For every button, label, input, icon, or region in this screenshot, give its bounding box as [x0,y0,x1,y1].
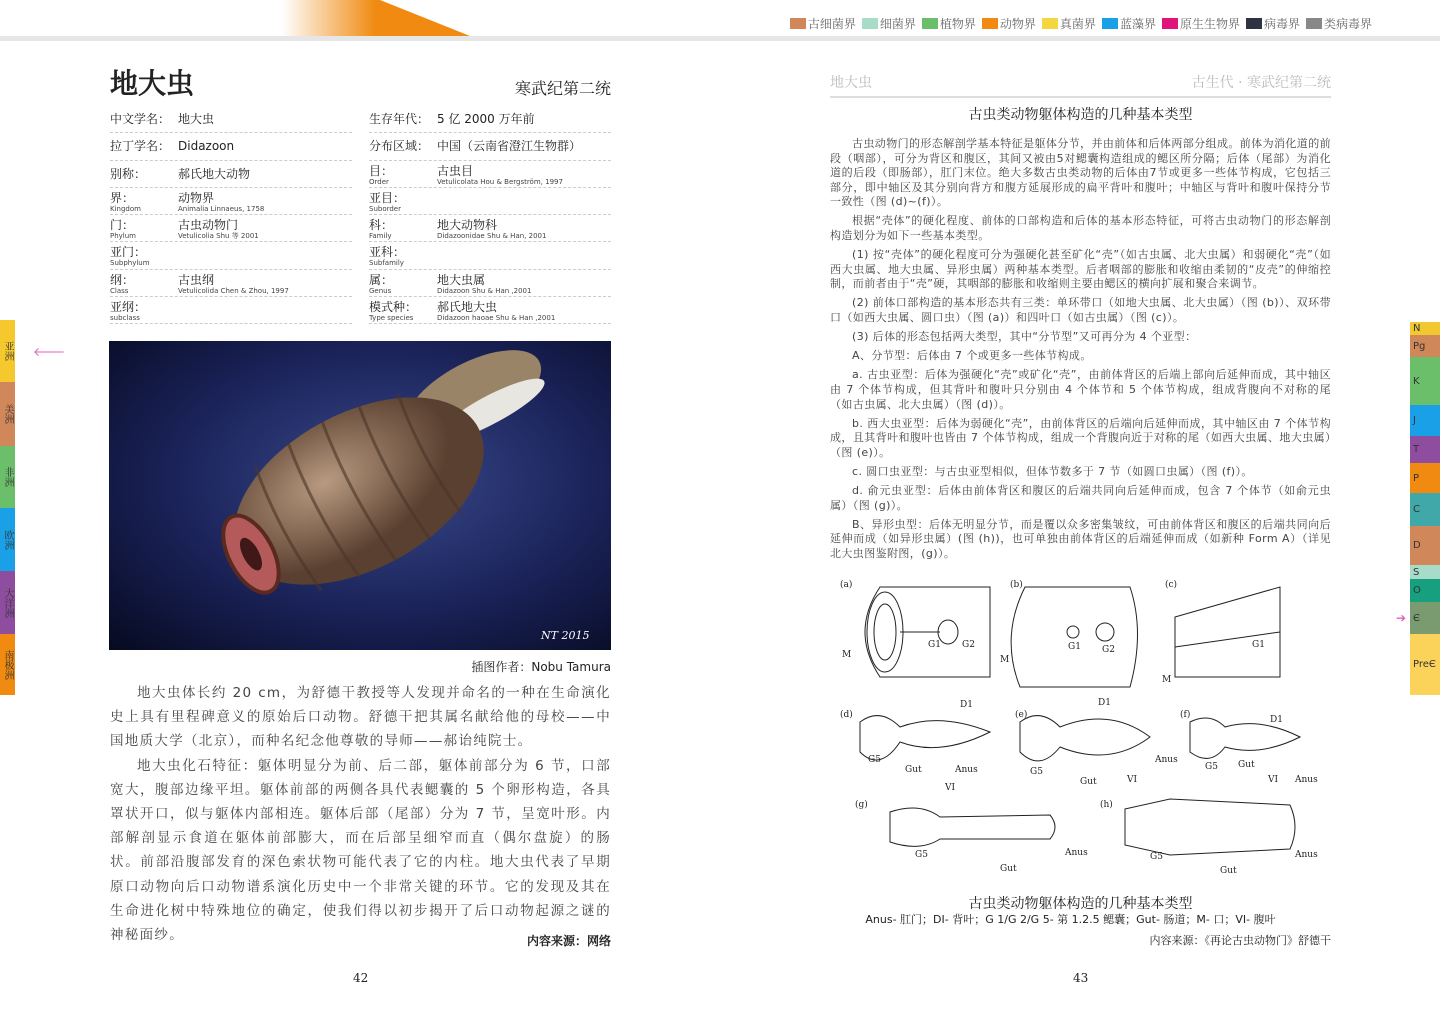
value-cn: 古虫纲 [178,272,215,287]
label-en: Suborder [369,204,401,213]
figure-label: Gut [1238,760,1255,770]
label-en: Order [369,177,389,186]
figure-label: Anus [1065,848,1088,858]
taxonomy-row [110,297,352,324]
taxonomy-table [110,106,611,324]
paragraph: a. 古虫亚型：后体为强硬化“壳”或矿化“壳”，由前体背区的后端上部向后延伸而成，其中轴区由 7 个体节构成，但其背叶和腹叶只分别由 4 个体节和 5 个体节构成，组成背腹向不对称的尾（如古虫属、北大虫属）（图 (d)）。 [830,368,1331,411]
paragraph: (3) 后体的形态包括两大类型，其中“分节型”又可再分为 4 个亚型： [852,330,1197,344]
figure-label: Gut [905,765,922,775]
label-cn: 科： [369,218,394,233]
label-cn: 属： [369,272,394,287]
left-body-text [110,681,611,947]
figure-label: (b) [1010,580,1023,590]
label-cn: 亚门： [110,245,147,260]
field-value [178,137,234,153]
label-en: subclass [110,314,140,323]
period-tab[interactable]: K [1410,357,1440,405]
paragraph: B、异形虫型：后体无明显分节，而是覆以众多密集皱纹，可由前体背区和腹区的后端共同向后延伸而成（如异形虫属）(图 (h))，也可单独由前体背区的后端延伸而成（如新种 Form A）（详见北大虫图鉴附图，(g)）。 [830,517,1331,560]
legend-label: 病毒界 [1263,17,1300,31]
value-cn: 动物界 [178,190,215,205]
legend-item [1246,15,1300,32]
legend-label: 动物界 [999,17,1036,31]
field-value [178,219,259,240]
page-number: 43 [1073,971,1089,985]
legend-label: 真菌界 [1059,17,1096,31]
legend-swatch [1162,18,1178,29]
legend-swatch [862,18,878,29]
period-tab[interactable]: T [1410,436,1440,463]
field-value [437,165,563,186]
paragraph: b. 西大虫亚型：后体为弱硬化“壳”，由前体背区的后端向后延伸而成，其中轴区由 7 个体节构成，且其背叶和腹叶也皆由 7 个体节构成，组成一个背腹向近于对称的尾（如西大虫属、地大虫属）（图 (e)）。 [830,416,1331,459]
value-cn: 地大虫属 [437,272,486,287]
legend-swatch [982,18,998,29]
figure-label: M [842,650,852,660]
label-en: Subphylum [110,259,150,268]
taxonomy-row [110,270,352,297]
continent-tab[interactable]: 亚洲 [0,320,15,382]
kingdom-legend [790,15,1372,32]
legend-label: 原生生物界 [1179,17,1240,31]
header-rule [0,36,1440,41]
continent-tab[interactable]: 大洋洲 [0,571,15,634]
label-cn: 纲： [110,272,135,287]
current-period-arrow-icon: ➔ [1396,611,1407,625]
continent-tab[interactable]: 南极洲 [0,634,15,695]
figure-label: G1 [1252,640,1265,650]
paragraph: 地大虫化石特征：躯体明显分为前、后二部，躯体前部分为 6 节，口部宽大，腹部边缘平坦。躯体前部的两侧各具代表鳃囊的 5 个卵形构造，各具罩状开口，似与躯体内部相连。躯体后部（尾部）分为 7 节，呈宽叶形。内部解剖显示食道在躯体前部膨大，而在后部呈细窄而直（偶尔盘旋）的肠状。前部沿腹部发育的深色索状物可能代表了它的内柱。地大虫代表了早期原口动物向后口动物谱系演化历史中一个非常关键的环节。它的发现及其在生命进化树中特殊地位的确定，使我们得以初步揭开了后口动物起源之谜的神秘面纱。 [110,757,611,944]
figure-label: G2 [1102,645,1115,655]
value-en: Animalia Linnaeus, 1758 [178,204,265,213]
field-label [110,137,178,153]
label-cn: 亚纲： [110,300,147,315]
figure-label: (f) [1180,710,1191,720]
figure-label: G2 [962,640,975,650]
legend-swatch [1246,18,1262,29]
figure-label: Anus [955,765,978,775]
running-header-title: 地大虫 [830,75,872,91]
figure-label: VI [1127,775,1138,785]
taxonomy-row [110,106,352,133]
value-cn: 郝氏地大虫 [437,300,498,315]
label-en: Genus [369,286,392,295]
figure-label: Anus [1155,755,1178,765]
figure-label: VI [945,783,956,793]
value-en: Vetulicolata Hou & Bergström, 1997 [437,177,563,186]
taxonomy-row [369,161,611,188]
field-value [437,219,546,240]
right-body-text [830,137,1331,566]
legend-item [862,15,916,32]
period-tab[interactable]: PreЄ [1410,634,1440,695]
taxonomy-row [110,133,352,160]
figure-legend: Anus- 肛门；DI- 背叶；G 1/G 2/G 5- 第 1.2.5 鳃囊；Gut- 肠道；M- 口；VI- 腹叶 [865,913,1276,926]
figure-label: D1 [960,700,973,710]
legend-label: 古细菌界 [807,17,856,31]
source-note: 内容来源：网络 [526,934,611,948]
paragraph: 根据“壳体”的硬化程度、前体的口部构造和后体的基本形态特征，可将古虫动物门的形态解剖构造划分为如下一些基本类型。 [830,214,1331,243]
paragraph: 古虫动物门的形态解剖学基本特征是躯体分节，并由前体和后体两部分组成。前体为消化道的前段（咽部），可分为背区和腹区，其间又被由5对鳃囊构造组成的鳃区所分隔；后体（尾部）为消化道的后段（即肠部），肛门末位。绝大多数古虫类动物的后体由7节或更多一些体节构成，它包括三部分，即中轴区及其分别向背方和腹方延展形成的扁平背叶和腹叶；中轴区与背叶和腹叶保持分节一致性（图 (d)~(f)）。 [830,137,1331,209]
period-tab[interactable]: S [1410,565,1440,579]
period-tab[interactable]: Є [1410,602,1440,634]
label-cn: 目： [369,163,394,178]
paragraph: (1) 按“壳体”的硬化程度可分为强硬化甚至矿化“壳”（如古虫属、北大虫属）和弱硬化“壳”（如西大虫属、地大虫属、异形虫属）两种基本类型。后者咽部的膨胀和收缩由柔韧的“皮壳”的伸缩控制，而前者由于“壳”硬，其咽部的膨胀和收缩则主要由鳃区的横向扩展和聚合来调节。 [830,248,1331,291]
value-cn: 中国（云南省澄江生物群） [437,139,582,154]
figure-label: (g) [855,800,868,810]
figure-label: M [1162,675,1172,685]
figure-label: (e) [1015,710,1028,720]
figure-label: Gut [1000,864,1017,874]
value-cn: 5 亿 2000 万年前 [437,112,535,126]
paragraph: (2) 前体口部构造的基本形态共有三类：单环带口（如地大虫属、北大虫属）（图 (b)）、双环带口（如西大虫属、圆口虫）（图 (a)）和四叶口（如古虫属）（图 (c)）。 [830,296,1331,325]
legend-item [982,15,1036,32]
continent-tab[interactable]: 美洲 [0,382,15,446]
legend-label: 细菌界 [879,17,916,31]
page-number: 42 [353,971,369,985]
value-cn: 郝氏地大动物 [178,166,251,181]
field-label [110,110,178,126]
field-label [369,246,437,267]
continent-tab[interactable]: 欧洲 [0,508,15,571]
figure-label: Gut [1220,866,1237,876]
label-en: Family [369,232,392,241]
figure-caption: 古虫类动物躯体构造的几种基本类型 [968,896,1193,912]
field-label [110,192,178,213]
legend-swatch [1306,18,1322,29]
legend-item [1102,15,1156,32]
continent-tabs [0,320,30,695]
legend-label: 类病毒界 [1323,17,1372,31]
figure-label: G5 [1150,852,1163,862]
field-value [437,301,555,322]
running-header-period: 古生代 · 寒武纪第二统 [1191,75,1331,91]
value-en: Didazoon Shu & Han ,2001 [437,286,532,295]
label-en: Subfamily [369,259,404,268]
taxonomy-row [369,270,611,297]
value-cn: 古虫动物门 [178,218,239,233]
header-accent [0,0,470,36]
value-cn: 古虫目 [437,163,474,178]
taxonomy-row [369,188,611,215]
legend-swatch [922,18,938,29]
figure-label: D1 [1098,698,1111,708]
figure-label: D1 [1270,715,1283,725]
label-cn: 分布区域： [369,139,430,154]
image-credit: 插图作者：Nobu Tamura [471,660,611,674]
taxonomy-row [369,297,611,324]
paragraph: d. 俞元虫亚型：后体由前体背区和腹区的后端共同向后延伸而成，包含 7 个体节（如俞元虫属）（图 (g)）。 [830,483,1331,512]
taxonomy-row [369,133,611,160]
page-title: 地大虫 [110,67,195,100]
figure-label: (d) [840,710,853,720]
taxonomy-row [110,242,352,269]
field-label [369,274,437,295]
taxonomy-row [369,215,611,242]
taxonomy-row [110,188,352,215]
body-type-figure [840,577,1330,877]
legend-label: 蓝藻界 [1119,17,1156,31]
figure-label: (a) [840,580,853,590]
label-cn: 别称： [110,166,147,181]
paragraph: A、分节型：后体由 7 个或更多一些体节构成。 [852,349,1092,363]
legend-item [1162,15,1240,32]
field-label [110,301,178,322]
current-continent-arrow-icon: 🡐 [33,345,66,359]
label-en: Kingdom [110,204,141,213]
running-header [830,72,1331,98]
continent-tab[interactable]: 非洲 [0,446,15,508]
page-subtitle: 寒武纪第二统 [514,79,611,98]
legend-label: 植物界 [939,17,976,31]
figure-label: G1 [1068,642,1081,652]
value-en: Didazoonidae Shu & Han, 2001 [437,232,547,241]
field-value [437,137,581,153]
figure-label: G5 [915,850,928,860]
field-label [110,165,178,181]
period-tab[interactable]: P [1410,463,1440,493]
label-cn: 界： [110,190,135,205]
period-tab[interactable]: N [1410,322,1440,335]
figure-label: G5 [868,755,881,765]
field-label [369,301,437,322]
legend-swatch [1042,18,1058,29]
figure-label: (c) [1165,580,1178,590]
legend-item [1042,15,1096,32]
legend-item [922,15,976,32]
field-label [369,137,437,153]
label-cn: 模式种： [369,300,418,315]
field-value [178,165,250,181]
period-tab[interactable]: O [1410,579,1440,602]
section-title: 古虫类动物躯体构造的几种基本类型 [968,107,1193,123]
figure-label: VI [1268,775,1279,785]
label-en: Phylum [110,232,137,241]
label-en: Class [110,286,129,295]
artist-signature: NT 2015 [541,629,590,642]
field-label [110,274,178,295]
figure-label: M [1000,655,1010,665]
taxonomy-row [110,215,352,242]
label-en: Type species [369,314,414,323]
field-label [110,246,178,267]
taxonomy-row [110,161,352,188]
field-value [178,192,264,213]
value-cn: 地大动物科 [437,218,498,233]
taxonomy-row [369,242,611,269]
paragraph: 地大虫体长约 20 cm，为舒德干教授等人发现并命名的一种在生命演化史上具有里程碑意义的原始后口动物。舒德干把其属名献给他的母校——中国地质大学（北京），而种名纪念他尊敬的导师——郝诒纯院士。 [110,685,611,750]
legend-swatch [1102,18,1118,29]
paragraph: c. 圆口虫亚型：与古虫亚型相似，但体节数多于 7 节（如圆口虫属）（图 (f)）。 [852,464,1253,478]
figure-label: (h) [1100,800,1113,810]
period-tab[interactable]: C [1410,493,1440,526]
figure-label: Anus [1295,850,1318,860]
source-note: 内容来源：《再论古虫动物门》舒德干 [1149,934,1331,947]
figure-label: Anus [1295,775,1318,785]
field-label [369,192,437,213]
period-tab[interactable]: Pg [1410,335,1440,357]
field-label [110,219,178,240]
legend-item [790,15,856,32]
legend-swatch [790,18,806,29]
label-cn: 中文学名： [110,112,171,126]
value-en: Vetulicolia Shu 等 2001 [178,232,259,241]
label-cn: 亚目： [369,190,406,205]
field-value [437,110,535,126]
label-cn: 亚科： [369,245,406,260]
didazoon-illustration [109,341,611,650]
taxonomy-row [369,106,611,133]
label-cn: 门： [110,218,135,233]
label-cn: 拉丁学名： [110,139,171,154]
value-cn: 地大虫 [178,112,215,126]
field-value [437,274,531,295]
legend-item [1306,15,1372,32]
field-value [178,274,289,295]
figure-label: G5 [1030,767,1043,777]
figure-label: G5 [1205,762,1218,772]
field-label [369,165,437,186]
field-value [178,110,214,126]
value-en: Didazoon haoae Shu & Han ,2001 [437,314,556,323]
field-label [369,219,437,240]
label-cn: 生存年代： [369,112,430,126]
figure-label: G1 [928,640,941,650]
value-cn: Didazoon [178,139,235,154]
value-en: Vetulicolida Chen & Zhou, 1997 [178,286,289,295]
figure-label: Gut [1080,777,1097,787]
period-tab[interactable]: J [1410,405,1440,436]
field-label [369,110,437,126]
period-tab[interactable]: D [1410,526,1440,565]
